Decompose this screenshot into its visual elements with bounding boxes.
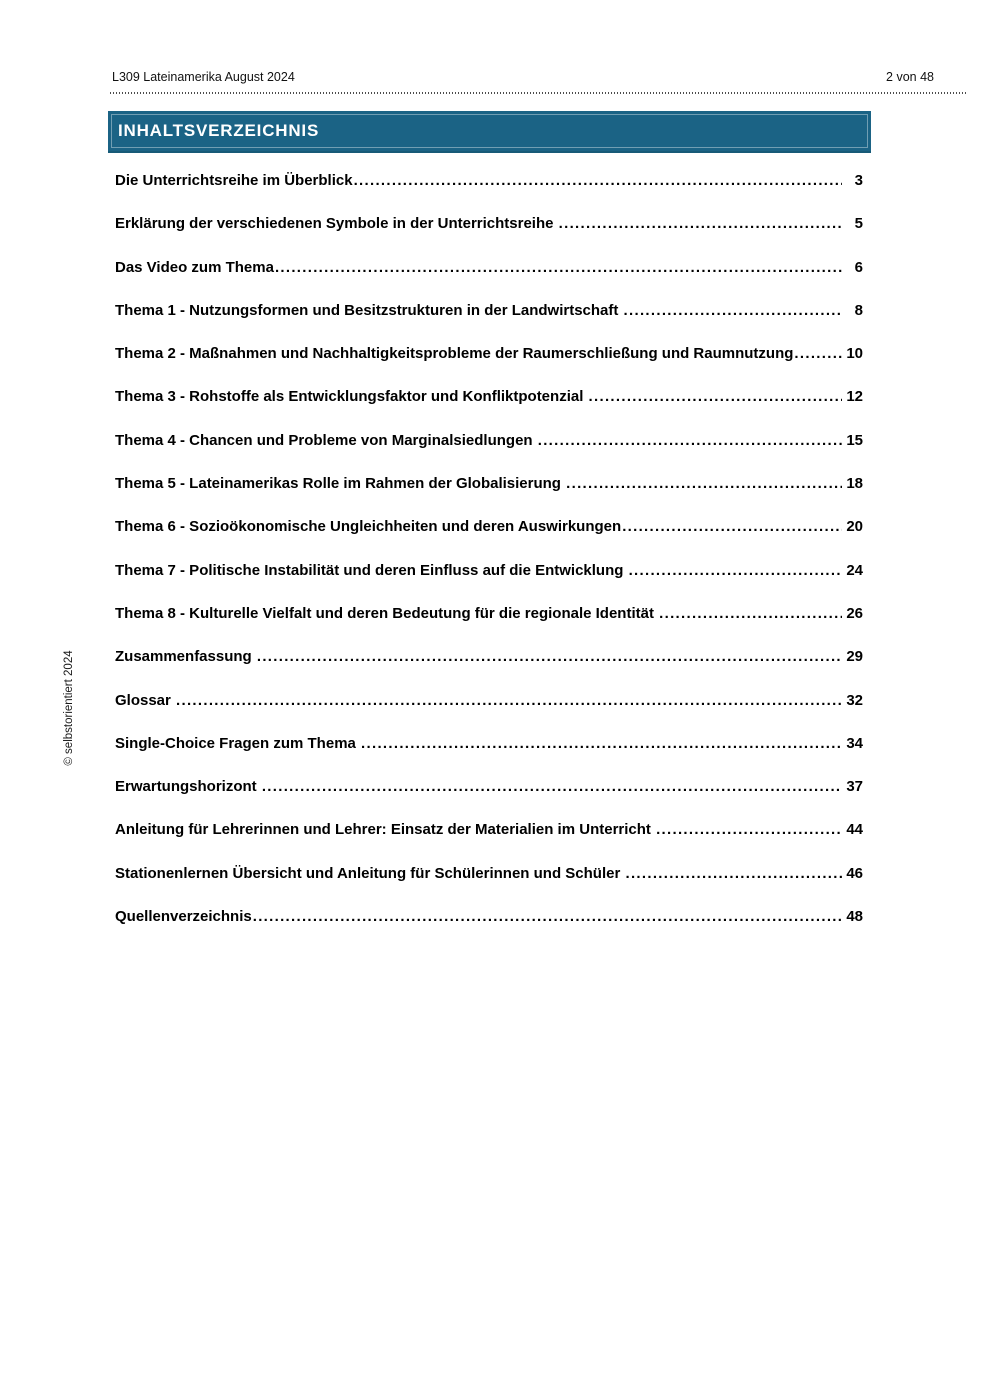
toc-entry-page-number: 46 [846, 864, 863, 882]
toc-dot-leader [622, 513, 842, 541]
toc-dot-leader [794, 340, 842, 368]
toc-dot-leader [589, 383, 842, 411]
toc-dot-leader [659, 600, 842, 628]
toc-entry[interactable] [115, 687, 863, 730]
toc-entry-label: Thema 1 - Nutzungsformen und Besitzstrukturen in der Landwirtschaft [115, 301, 623, 319]
toc-entry-page-number: 29 [846, 648, 863, 666]
toc-entry[interactable] [115, 340, 863, 383]
toc-dot-leader [566, 470, 842, 498]
toc-dot-leader [629, 557, 842, 585]
toc-entry-page-number: 32 [846, 691, 863, 709]
toc-entry[interactable] [115, 470, 863, 513]
toc-entry-label: Thema 2 - Maßnahmen und Nachhaltigkeitsprobleme der Raumerschließung und Raumnutzung [115, 345, 794, 363]
toc-entry[interactable] [115, 513, 863, 556]
header-page-indicator: 2 von 48 [886, 70, 934, 84]
toc-entry[interactable] [115, 860, 863, 903]
page-header [112, 70, 934, 84]
toc-entry[interactable] [115, 297, 863, 340]
toc-entry-page-number: 18 [846, 475, 863, 493]
toc-entry-label: Zusammenfassung [115, 648, 256, 666]
toc-entry-page-number: 6 [854, 258, 863, 276]
toc-entry-page-number: 20 [846, 518, 863, 536]
toc-entry[interactable] [115, 903, 863, 946]
toc-dot-leader [559, 210, 842, 238]
toc-dot-leader [176, 687, 842, 715]
toc-entry[interactable] [115, 730, 863, 773]
toc-entry-label: Thema 4 - Chancen und Probleme von Marginalsiedlungen [115, 431, 537, 449]
toc-entry[interactable] [115, 600, 863, 643]
copyright-vertical-text: © selbstorientiert 2024 [63, 650, 75, 766]
toc-dot-leader [625, 860, 842, 888]
toc-entry-page-number: 24 [846, 561, 863, 579]
toc-entry-label: Thema 7 - Politische Instabilität und deren Einfluss auf die Entwicklung [115, 561, 628, 579]
toc-entry[interactable] [115, 383, 863, 426]
toc-dot-leader [624, 297, 842, 325]
toc-entry[interactable] [115, 557, 863, 600]
toc-entry-page-number: 12 [846, 388, 863, 406]
toc-entry-label: Das Video zum Thema [115, 258, 274, 276]
toc-entry-page-number: 37 [846, 778, 863, 796]
toc-dot-leader [262, 773, 842, 801]
toc-entry[interactable] [115, 773, 863, 816]
toc-entry-label: Thema 3 - Rohstoffe als Entwicklungsfaktor und Konfliktpotenzial [115, 388, 588, 406]
toc-entry[interactable] [115, 643, 863, 686]
toc-entry-label: Thema 6 - Sozioökonomische Ungleichheiten und deren Auswirkungen [115, 518, 622, 536]
toc-entry-page-number: 3 [854, 172, 863, 189]
toc-entry-label: Glossar [115, 691, 176, 709]
toc-entry-label: Stationenlernen Übersicht und Anleitung für Schülerinnen und Schüler [115, 864, 625, 882]
toc-entry-page-number: 34 [846, 734, 863, 752]
toc-entry-page-number: 10 [846, 345, 863, 363]
table-of-contents [115, 167, 863, 946]
toc-entry-label: Thema 5 - Lateinamerikas Rolle im Rahmen der Globalisierung [115, 475, 566, 493]
toc-entry-page-number: 8 [854, 301, 863, 319]
header-doc-title: L309 Lateinamerika August 2024 [112, 70, 295, 84]
toc-entry-page-number: 48 [846, 908, 863, 926]
header-divider [110, 92, 968, 94]
toc-entry-label: Erwartungshorizont [115, 778, 261, 796]
toc-entry-page-number: 5 [854, 215, 863, 233]
toc-dot-leader [538, 427, 842, 455]
toc-title-banner [108, 111, 871, 153]
toc-dot-leader [275, 254, 842, 282]
toc-entry[interactable] [115, 427, 863, 470]
toc-dot-leader [257, 643, 842, 671]
toc-entry[interactable] [115, 254, 863, 297]
toc-entry[interactable] [115, 167, 863, 210]
toc-entry-label: Thema 8 - Kulturelle Vielfalt und deren Bedeutung für die regionale Identität [115, 604, 659, 622]
toc-entry[interactable] [115, 210, 863, 253]
toc-entry-label: Anleitung für Lehrerinnen und Lehrer: Einsatz der Materialien im Unterricht [115, 821, 656, 839]
toc-title: INHALTSVERZEICHNIS [118, 121, 320, 140]
toc-dot-leader [354, 167, 842, 195]
toc-dot-leader [253, 903, 842, 931]
toc-entry-label: Quellenverzeichnis [115, 908, 252, 926]
toc-entry-label: Erklärung der verschiedenen Symbole in der Unterrichtsreihe [115, 215, 558, 233]
toc-entry[interactable] [115, 816, 863, 859]
toc-entry-label: Die Unterrichtsreihe im Überblick [115, 172, 353, 189]
toc-dot-leader [656, 816, 842, 844]
toc-entry-page-number: 44 [846, 821, 863, 839]
toc-entry-page-number: 15 [846, 431, 863, 449]
toc-entry-label: Single-Choice Fragen zum Thema [115, 734, 361, 752]
toc-dot-leader [361, 730, 842, 758]
toc-entry-page-number: 26 [846, 604, 863, 622]
